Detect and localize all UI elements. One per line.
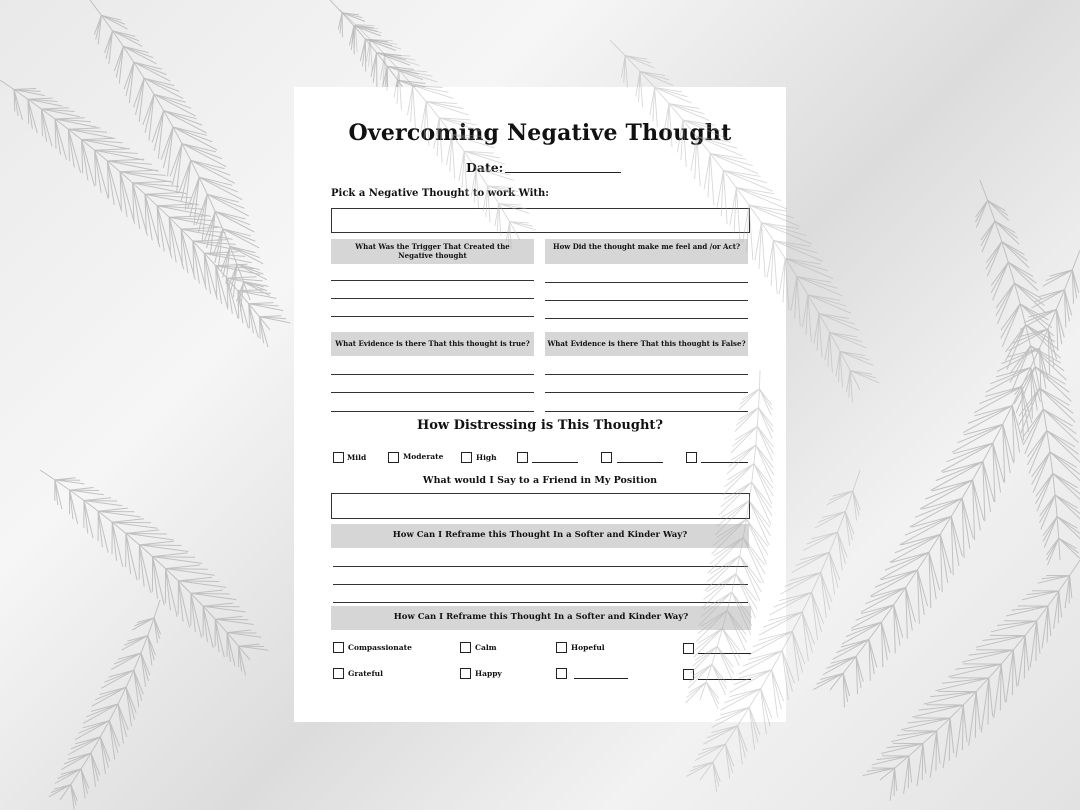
pine-needle [887,744,923,748]
pine-needle [1008,262,1036,283]
pine-needle [164,111,203,126]
pine-needle [950,718,954,753]
pine-needle [923,692,976,705]
pine-needle [831,656,857,663]
reframe-header: How Can I Reframe this Thought In a Softer and Kinder Way? [331,524,749,548]
pine-needle [178,577,212,581]
custom-blank[interactable] [617,462,663,463]
pine-needle [139,545,151,593]
pine-needle [126,533,131,574]
pine-needle [908,718,951,723]
pine-needle [861,588,906,613]
writing-line[interactable] [545,411,748,412]
pine-needle [82,138,116,139]
pine-needle [963,705,967,742]
reframe-header: How Can I Reframe this Thought In a Softer and Kinder Way? [331,606,751,630]
pine-needle [172,144,182,185]
distress-checkbox-custom[interactable] [601,452,612,463]
pine-needle [215,616,242,619]
pine-needle [223,229,251,236]
pine-needle [215,619,219,652]
pine-needle [1032,452,1050,485]
pine-needle [111,653,141,670]
pine-needle [145,193,184,195]
pine-needle [976,636,1025,648]
pine-needle [215,619,248,620]
pine-needle [362,39,365,66]
pine-needle [164,111,197,119]
pine-needle [101,15,127,29]
date-field [466,160,621,175]
pine-needle [1043,409,1076,434]
pine-needle [154,94,186,102]
pick-thought-prompt: Pick a Negative Thought to work With: [331,188,550,199]
pine-needle [1043,517,1057,542]
pine-needle [909,756,912,783]
pine-needle [123,46,153,57]
pine-needle [84,501,88,534]
worksheet-page [294,87,786,722]
pine-needle [61,753,91,770]
pine-needle [84,498,111,501]
pine-needle [1053,473,1080,501]
pine-needle [942,678,989,683]
pine-needle [144,78,179,91]
pine-needle [55,769,81,784]
pine-needle [1037,621,1040,654]
friend-heading: What would I Say to a Friend in My Position [422,475,658,486]
writing-line[interactable] [331,411,534,412]
pine-needle [936,731,937,771]
pine-needle [126,533,167,534]
pine-needle [1043,409,1078,443]
pine-needle [1047,431,1079,455]
pine-needle [877,756,909,760]
pine-needle [901,718,950,730]
pine-needle [98,508,128,511]
pine-needle [1058,591,1059,623]
pine-needle [1048,606,1051,636]
pine-needle [997,621,1037,626]
writing-line[interactable] [545,300,748,301]
pine-needle [91,704,118,711]
feel-act-header: How Did the thought make me feel and /or Act? [545,239,748,264]
feeling-checkbox-happy[interactable] [460,668,471,679]
pine-needle [968,406,1012,424]
pine-needle [935,678,989,691]
pine-needle [178,581,189,628]
pine-needle [79,721,110,734]
pine-needle [1025,636,1029,671]
pine-needle [173,127,207,135]
pine-needle [126,533,137,580]
evidence-true-header: What Evidence is there That this thought is true? [331,332,534,356]
pine-needle [139,541,173,545]
pine-needle [191,160,225,168]
pine-needle [145,94,154,133]
pine-needle [178,581,219,582]
pine-needle [166,569,171,611]
pine-needle [908,756,909,788]
pine-needle [1039,290,1065,297]
pine-needle [101,670,134,688]
pine-needle [109,670,134,677]
pine-needle [975,406,1013,416]
custom-blank[interactable] [532,462,578,463]
negative-thought-input[interactable] [331,208,750,233]
pine-needle [128,636,148,642]
pine-needle [153,553,188,557]
pine-needle [1070,576,1072,599]
pine-needle [1055,495,1080,521]
pine-needle [199,177,232,185]
pine-needle [207,194,248,216]
distress-label: Moderate [403,452,444,461]
feeling-checkbox-custom[interactable] [683,643,694,654]
pine-needle [985,387,1021,397]
pine-needle [118,653,141,659]
pine-needle [823,656,856,674]
feeling-checkbox-calm[interactable] [460,642,471,653]
pine-needle [932,480,973,491]
pine-needle [1059,538,1080,558]
pine-needle [134,62,170,81]
date-blank[interactable] [505,172,621,173]
pine-needle [227,633,230,662]
pine-needle [154,111,163,151]
evidence-false-header: What Evidence is there That this thought is False? [545,332,748,356]
feeling-checkbox-custom[interactable] [683,669,694,680]
pine-needle [814,673,844,689]
pine-needle [134,62,167,74]
pine-needle [912,705,964,717]
writing-line[interactable] [331,316,534,317]
pine-needle [193,240,228,242]
pine-needle [178,581,183,622]
feeling-checkbox-custom[interactable] [556,668,567,679]
pine-needle [122,636,148,651]
pine-needle [955,664,1001,669]
writing-line[interactable] [333,602,748,603]
pine-needle [198,194,207,233]
pine-needle [1050,452,1080,475]
pine-needle [1001,664,1005,702]
pine-needle [223,246,230,277]
pine-needle [169,216,207,218]
pine-needle [203,606,207,642]
pine-needle [98,511,134,512]
pine-needle [87,704,119,717]
pine-needle [1036,621,1037,661]
distress-checkbox-high[interactable] [461,452,472,463]
distress-checkbox-moderate[interactable] [388,452,399,463]
writing-line[interactable] [331,392,534,393]
pine-needle [153,557,165,606]
pine-needle [166,569,208,570]
feeling-label: Compassionate [348,643,412,652]
pine-needle [897,731,937,736]
writing-line[interactable] [545,318,748,319]
pine-needle [948,664,1001,677]
writing-line[interactable] [545,374,748,375]
feeling-checkbox-compassionate[interactable] [333,642,344,653]
pine-needle [1013,650,1017,687]
pine-needle [833,639,869,659]
custom-blank[interactable] [698,679,751,680]
pine-needle [969,650,1014,655]
writing-line[interactable] [333,566,748,567]
pine-needle [126,530,159,534]
writing-line[interactable] [545,282,748,283]
pine-needle [986,242,1002,270]
trigger-header: What Was the Trigger That Created the Negative thought [331,239,534,264]
pine-needle [947,443,993,462]
distress-checkbox-custom[interactable] [517,452,528,463]
writing-line[interactable] [331,280,534,281]
pine-needle [191,593,196,632]
pine-needle [136,78,145,115]
pine-needle [1043,270,1073,286]
pine-needle [1055,495,1080,514]
pine-needle [107,159,144,161]
pine-needle [191,590,223,593]
pine-needle [112,519,144,522]
date-label: Date: [466,160,504,175]
pine-needle [203,603,233,606]
pine-needle [842,622,881,644]
writing-line[interactable] [331,298,534,299]
distress-label: High [476,453,497,462]
pine-needle [923,744,926,774]
pine-needle [133,181,171,183]
pine-needle [181,160,191,201]
pine-needle [100,687,127,694]
pine-needle [92,687,126,706]
feeling-label: Hopeful [571,643,605,652]
worksheet-title: Overcoming Negative Thought [348,120,732,146]
pine-needle [962,650,1014,662]
pine-needle [919,705,964,710]
writing-line[interactable] [333,584,748,585]
pine-needle [126,62,134,96]
pine-needle [922,744,923,780]
pine-needle [976,692,980,730]
pine-needle [981,221,995,246]
pine-needle [957,424,1003,442]
distress-label: Mild [347,453,367,462]
distress-checkbox-mild[interactable] [333,452,344,463]
pine-needle [191,593,230,594]
custom-blank[interactable] [574,678,628,679]
pine-needle [1047,606,1048,642]
feeling-checkbox-grateful[interactable] [333,668,344,679]
feeling-label: Calm [475,643,497,652]
pine-needle [71,737,100,749]
pine-needle [979,387,1021,404]
pine-needle [191,593,202,638]
branch-stem [60,600,160,800]
pine-needle [1012,606,1048,610]
pine-needle [841,639,869,647]
pine-needle [144,78,174,85]
pine-needle [70,488,94,491]
pine-needle [260,316,282,317]
pine-needle [1007,325,1026,370]
pine-needle [98,511,102,547]
pine-needle [112,522,151,523]
pine-needle [182,144,222,159]
pine-needle [173,127,212,142]
pine-needle [203,606,239,607]
pine-needle [163,127,173,168]
pine-needle [14,89,36,90]
pine-needle [1036,473,1053,504]
writing-line[interactable] [545,392,748,393]
pine-needle [1032,290,1065,308]
pine-needle [1057,517,1080,534]
pine-needle [123,46,156,63]
pine-needle [203,606,213,648]
pine-needle [153,557,158,599]
pine-needle [996,283,1014,316]
pine-needle [215,212,254,233]
pine-needle [1050,270,1073,276]
pine-needle [154,94,191,108]
distress-checkbox-custom[interactable] [686,452,697,463]
pine-needle [120,170,158,172]
pine-needle [112,522,116,561]
pine-needle [249,303,274,304]
pine-needle [989,678,993,716]
pine-needle [199,177,242,200]
pine-needle [1059,591,1062,618]
pine-needle [166,569,178,617]
distress-heading: How Distressing is This Thought? [416,418,664,433]
pine-needle [215,212,245,219]
pine-needle [1002,242,1028,261]
pine-needle [983,636,1026,641]
pine-needle [373,53,376,83]
pine-needle [166,565,201,569]
pine-needle [139,545,144,587]
pine-needle [1014,283,1044,306]
writing-line[interactable] [331,374,534,375]
feeling-checkbox-hopeful[interactable] [556,642,567,653]
pine-needle [95,149,130,151]
pine-needle [975,387,1022,413]
pine-needle [28,98,53,99]
pine-needle [55,118,85,119]
friend-response-input[interactable] [331,493,750,519]
pine-needle [260,317,261,339]
pine-needle [139,545,181,546]
pine-needle [153,557,196,558]
custom-blank[interactable] [701,462,748,463]
pine-needle [930,692,976,697]
pine-needle [895,768,897,791]
pine-needle [191,160,235,183]
pine-needle [84,501,117,502]
pine-needle [42,108,69,109]
pine-needle [937,731,940,764]
pine-needle [68,128,100,129]
feeling-label: Grateful [348,669,383,678]
pine-needle [227,630,251,633]
pine-needle [986,368,1031,393]
feeling-label: Happy [475,669,502,678]
pine-needle [1027,591,1059,595]
pine-needle [182,144,216,152]
pine-needle [891,731,937,742]
pine-needle [991,262,1008,293]
pine-needle [113,31,143,47]
custom-blank[interactable] [698,653,751,654]
pine-needle [70,490,73,519]
